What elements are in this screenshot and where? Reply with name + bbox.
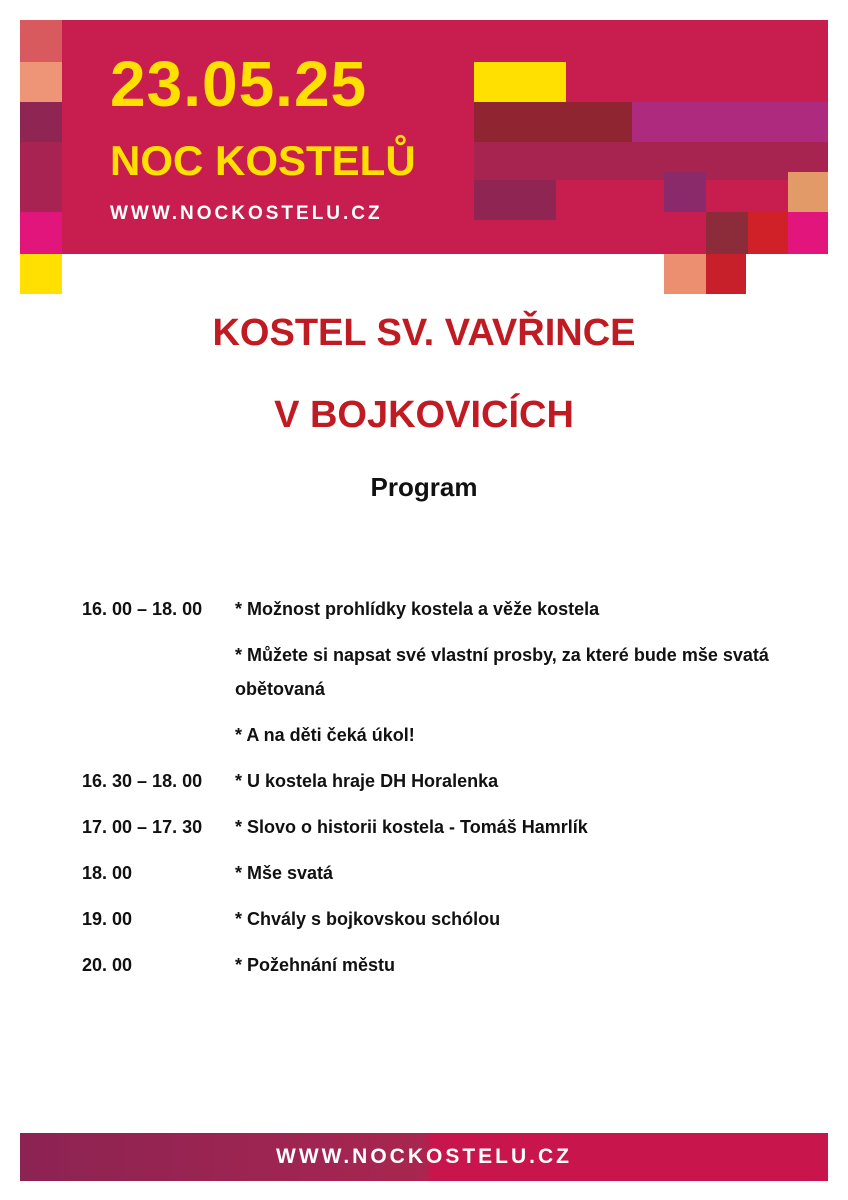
program-row <box>82 592 802 752</box>
decor-tile <box>20 142 62 212</box>
decor-tile <box>20 62 62 102</box>
program-list <box>82 592 802 994</box>
program-row <box>82 810 802 844</box>
program-item: * Mše svatá <box>235 863 334 883</box>
decor-tile <box>664 254 706 294</box>
program-item: * Chvály s bojkovskou schólou <box>235 909 501 929</box>
program-item: * Požehnání městu <box>235 955 396 975</box>
decor-tile <box>474 62 566 102</box>
program-time: 19. 00 <box>82 909 133 929</box>
footer-website-link[interactable]: WWW.NOCKOSTELU.CZ <box>276 1145 572 1168</box>
decor-tile <box>474 142 828 180</box>
footer-bar <box>20 1133 828 1181</box>
program-time: 18. 00 <box>82 863 133 883</box>
decor-tile <box>664 172 706 212</box>
decor-tile <box>788 212 828 254</box>
program-time: 16. 00 – 18. 00 <box>82 599 203 619</box>
decor-tile <box>788 172 828 212</box>
church-location: V BOJKOVICÍCH <box>274 394 574 436</box>
decor-tile <box>748 212 788 254</box>
decor-tile <box>632 102 828 142</box>
decor-tile <box>706 212 748 254</box>
program-time: 16. 30 – 18. 00 <box>82 771 203 791</box>
program-item: * Slovo o historii kostela - Tomáš Hamrlík <box>235 817 588 837</box>
program-row <box>82 856 802 890</box>
church-title: KOSTEL SV. VAVŘINCE <box>212 312 636 354</box>
event-date: 23.05.25 <box>110 48 368 120</box>
program-item: * A na děti čeká úkol! <box>235 725 415 745</box>
program-heading: Program <box>370 472 478 502</box>
program-row <box>82 764 802 798</box>
decor-tile <box>474 102 632 142</box>
program-item: * Můžete si napsat své vlastní prosby, za které bude mše svatá obětovaná <box>235 645 769 699</box>
program-time: 17. 00 – 17. 30 <box>82 817 203 837</box>
event-name: NOC KOSTELŮ <box>110 137 416 184</box>
program-time: 20. 00 <box>82 955 133 975</box>
decor-tile <box>20 20 62 62</box>
decor-tile <box>706 254 746 294</box>
program-row <box>82 902 802 936</box>
program-row <box>82 948 802 982</box>
program-item: * Možnost prohlídky kostela a věže kostela <box>235 599 600 619</box>
program-item: * U kostela hraje DH Horalenka <box>235 771 499 791</box>
banner-website-link[interactable]: WWW.NOCKOSTELU.CZ <box>110 203 383 224</box>
decor-tile <box>20 102 62 142</box>
decor-tile <box>474 180 556 220</box>
decor-tile <box>20 212 62 254</box>
decor-tile <box>20 254 62 294</box>
